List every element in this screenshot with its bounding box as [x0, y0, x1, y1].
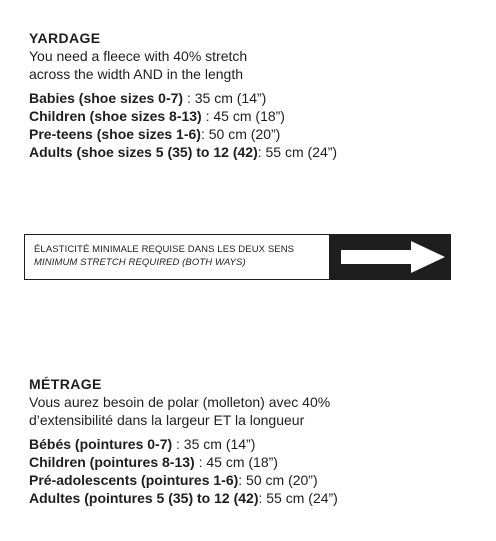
yardage-intro-line: You need a fleece with 40% stretch [29, 48, 248, 64]
size-label: Adults (shoe sizes 5 (35) to 12 (42) [29, 144, 258, 160]
size-row-children-fr [29, 453, 469, 471]
size-label: Children (shoe sizes 8-13) [29, 108, 202, 124]
size-row-babies [29, 89, 469, 107]
size-label: Babies (shoe sizes 0-7) [29, 90, 184, 106]
metrage-intro-line: d’extensibilité dans la largeur ET la longueur [29, 412, 305, 428]
metrage-intro [29, 393, 469, 429]
metrage-section-french [29, 376, 469, 507]
size-row-adultes [29, 489, 469, 507]
yardage-section-english [29, 30, 469, 161]
yardage-intro-line: across the width AND in the length [29, 66, 244, 82]
size-value: : 50 cm (20”) [200, 126, 281, 142]
banner-line-english: MINIMUM STRETCH REQUIRED (BOTH WAYS) [34, 257, 246, 268]
size-label: Pre-teens (shoe sizes 1-6) [29, 126, 201, 142]
size-value: : 35 cm (14”) [172, 436, 256, 452]
arrow-right-icon [329, 235, 450, 279]
banner-text [25, 235, 329, 279]
size-value: : 45 cm (18”) [201, 108, 285, 124]
metrage-heading: MÉTRAGE [29, 376, 102, 392]
size-row-adults [29, 143, 469, 161]
size-value: : 35 cm (14”) [183, 90, 267, 106]
banner-line-french: ÉLASTICITÉ MINIMALE REQUISE DANS LES DEUX SENS [34, 244, 295, 255]
yardage-intro [29, 47, 469, 83]
yardage-heading: YARDAGE [29, 30, 101, 46]
size-label: Adultes (pointures 5 (35) to 12 (42) [29, 490, 259, 506]
metrage-intro-line: Vous aurez besoin de polar (molleton) avec 40% [29, 394, 331, 410]
size-row-preadolescents [29, 471, 469, 489]
size-label: Children (pointures 8-13) [29, 454, 195, 470]
stretch-banner [24, 234, 451, 280]
size-row-preteens [29, 125, 469, 143]
size-label: Pré-adolescents (pointures 1-6) [29, 472, 239, 488]
size-value: : 45 cm (18”) [194, 454, 278, 470]
size-value: : 55 cm (24”) [258, 490, 338, 506]
size-value: : 55 cm (24”) [257, 144, 338, 160]
size-row-bebes [29, 435, 469, 453]
size-row-children [29, 107, 469, 125]
size-value: : 50 cm (20”) [238, 472, 318, 488]
size-label: Bébés (pointures 0-7) [29, 436, 173, 452]
